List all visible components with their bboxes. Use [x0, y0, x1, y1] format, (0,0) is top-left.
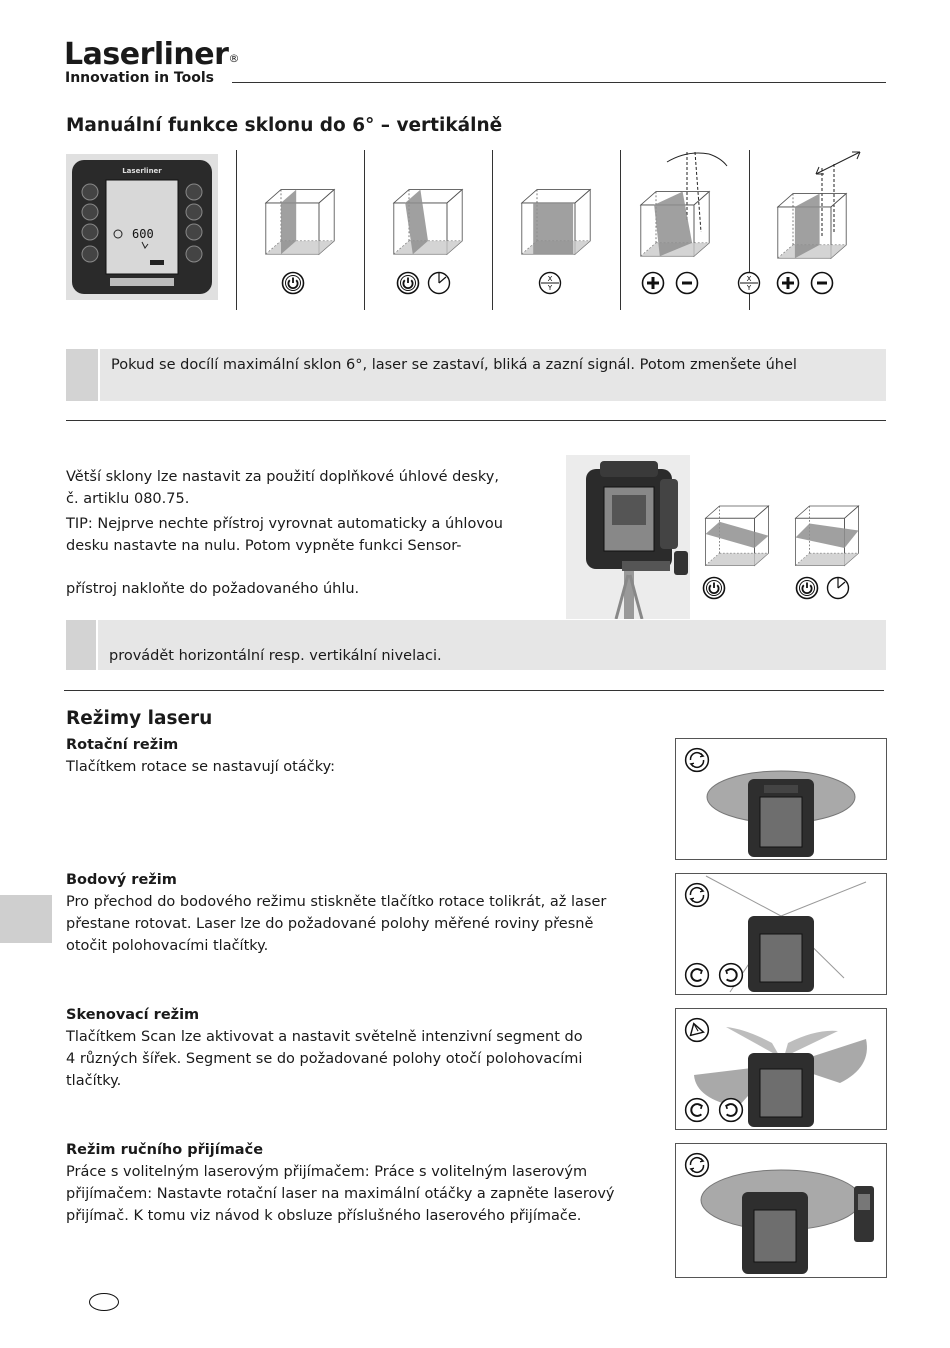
note-box [100, 349, 886, 401]
rotation-icon [686, 884, 709, 907]
note-tab [66, 349, 98, 401]
language-marker [89, 1293, 119, 1311]
timer-icon [427, 271, 451, 295]
rotate-right-icon [720, 1099, 743, 1122]
paragraph-line: TIP: Nejprve nechte přístroj vyrovnat automaticky a úhlovou [66, 516, 503, 532]
note-box [98, 620, 886, 670]
mode-text-point: přestane rotovat. Laser lze do požadované polohy měřené roviny přesně [66, 916, 594, 932]
rotate-left-icon [686, 964, 709, 987]
note-text: Pokud se docílí maximální sklon 6°, laser se zastaví, bliká a zazní signál. Potom zmenšete úhel [111, 357, 797, 373]
remote-control-image [66, 154, 218, 300]
laser-tripod-image [566, 455, 690, 619]
side-tab [0, 895, 52, 943]
mode-title-receiver: Režim ručního přijímače [66, 1142, 264, 1158]
minus-icon [810, 271, 834, 295]
tilt-diagram [518, 182, 594, 262]
tilt-plane-diagram [699, 499, 775, 573]
paragraph-line: desku nastavte na nulu. Potom vypněte funkci Sensor- [66, 538, 462, 554]
xy-axis-icon [538, 271, 562, 295]
mode-text-scan: 4 různých šířek. Segment se do požadované polohy otočí polohovacími [66, 1051, 583, 1067]
power-icon [281, 271, 305, 295]
brand-tagline: Innovation in Tools [65, 70, 214, 86]
mode-text-rotation: Tlačítkem rotace se nastavují otáčky: [66, 759, 336, 775]
mode-title-rotation: Rotační režim [66, 737, 179, 753]
power-icon [396, 271, 420, 295]
rotate-right-icon [720, 964, 743, 987]
tilt-diagram [262, 182, 338, 262]
remote-brand-label: Laserliner [122, 167, 162, 175]
power-icon [702, 576, 726, 600]
tilt-diagram-shift [772, 146, 868, 268]
tilt-diagram [390, 182, 466, 262]
power-icon [795, 576, 819, 600]
paragraph-line: č. artiklu 080.75. [66, 491, 190, 507]
mode-text-point: otočit polohovacími tlačítky. [66, 938, 269, 954]
receiver-mode-image [675, 1143, 887, 1278]
note-text: provádět horizontální resp. vertikální nivelaci. [109, 648, 442, 664]
mode-title-scan: Skenovací režim [66, 1007, 200, 1023]
timer-icon [826, 576, 850, 600]
mode-text-scan: tlačítky. [66, 1073, 122, 1089]
section-title-tilt: Manuální funkce sklonu do 6° – vertikálně [66, 115, 503, 136]
scan-mode-image [675, 1008, 887, 1130]
paragraph-line: Větší sklony lze nastavit za použití doplňkové úhlové desky, [66, 469, 499, 485]
mode-text-scan: Tlačítkem Scan lze aktivovat a nastavit světelně intenzivní segment do [66, 1029, 583, 1045]
note-tab [66, 620, 96, 670]
panel-separator [492, 150, 493, 310]
paragraph-line: přístroj nakloňte do požadovaného úhlu. [66, 581, 360, 597]
section-divider [66, 420, 886, 421]
rotate-left-icon [686, 1099, 709, 1122]
mode-text-receiver: přijímač. K tomu viz návod k obsluze příslušného laserového přijímače. [66, 1208, 582, 1224]
mode-text-receiver: Práce s volitelným laserovým přijímačem: Práce s volitelným laserovým [66, 1164, 588, 1180]
panel-separator [236, 150, 237, 310]
rotation-icon [686, 1154, 709, 1177]
mode-title-point: Bodový režim [66, 872, 177, 888]
minus-icon [675, 271, 699, 295]
brand-logo: Laserliner® [64, 37, 239, 72]
plus-icon [641, 271, 665, 295]
header-divider [232, 82, 886, 83]
panel-separator [364, 150, 365, 310]
remote-display-value: 600 [132, 227, 154, 241]
point-mode-image [675, 873, 887, 995]
rotation-mode-image [675, 738, 887, 860]
rotation-icon [686, 749, 709, 772]
xy-axis-icon [737, 271, 761, 295]
tilt-plane-diagram [789, 499, 865, 573]
scan-icon [686, 1019, 709, 1042]
section-divider [64, 690, 884, 691]
mode-text-receiver: přijímačem: Nastavte rotační laser na maximální otáčky a zapněte laserový [66, 1186, 615, 1202]
panel-separator [620, 150, 621, 310]
mode-text-point: Pro přechod do bodového režimu stiskněte tlačítko rotace tolikrát, až laser [66, 894, 607, 910]
tilt-diagram-angle [637, 148, 733, 268]
plus-icon [776, 271, 800, 295]
section-title-modes: Režimy laseru [66, 708, 213, 729]
